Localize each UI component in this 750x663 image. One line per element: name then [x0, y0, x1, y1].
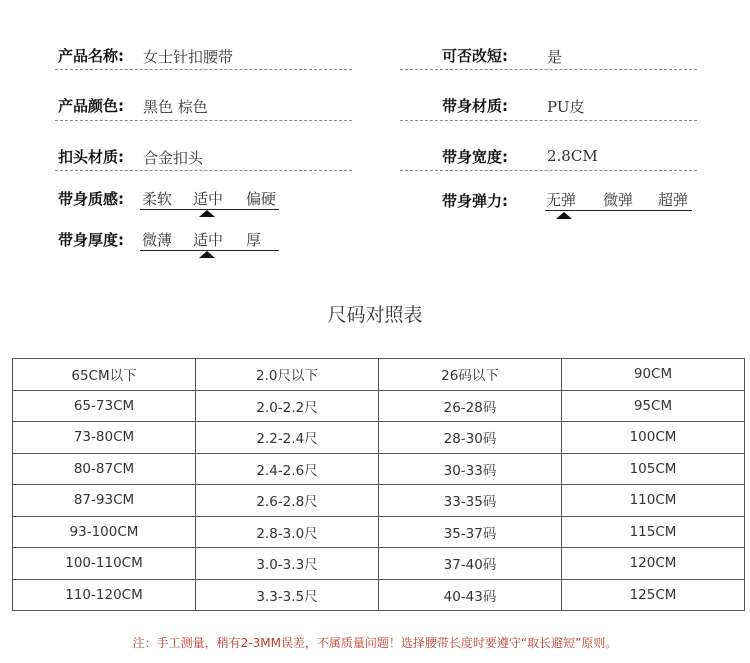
thickness-selected-marker — [199, 251, 215, 258]
table-cell: 2.0尺以下 — [196, 359, 379, 391]
elasticity-option-none: 无弹 — [546, 191, 577, 209]
table-row — [13, 485, 745, 517]
divider — [400, 170, 697, 171]
elasticity-selected-marker — [556, 212, 572, 219]
texture-label: 带身质感: — [58, 190, 124, 208]
table-cell: 40-43码 — [379, 579, 562, 611]
shortenable-label: 可否改短: — [442, 47, 508, 65]
thickness-label: 带身厚度: — [58, 231, 124, 249]
table-cell: 100CM — [562, 422, 745, 454]
elasticity-scale-line — [545, 210, 692, 211]
texture-option-medium: 适中 — [193, 190, 224, 208]
table-cell: 110CM — [562, 485, 745, 517]
table-cell: 2.6-2.8尺 — [196, 485, 379, 517]
table-cell: 93-100CM — [13, 516, 196, 548]
table-cell: 105CM — [562, 453, 745, 485]
thickness-option-thick: 厚 — [246, 231, 262, 249]
table-cell: 120CM — [562, 548, 745, 580]
table-cell: 2.2-2.4尺 — [196, 422, 379, 454]
table-cell: 30-33码 — [379, 453, 562, 485]
strap-material-value: PU皮 — [547, 98, 585, 116]
table-cell: 80-87CM — [13, 453, 196, 485]
strap-width-label: 带身宽度: — [442, 148, 508, 166]
table-cell: 2.0-2.2尺 — [196, 390, 379, 422]
table-row — [13, 453, 745, 485]
product-name-value: 女士针扣腰带 — [143, 48, 234, 66]
divider — [400, 69, 697, 70]
product-name-label: 产品名称: — [58, 47, 124, 65]
table-cell: 100-110CM — [13, 548, 196, 580]
table-row — [13, 548, 745, 580]
table-row — [13, 422, 745, 454]
color-label: 产品颜色: — [58, 97, 124, 115]
table-cell: 2.4-2.6尺 — [196, 453, 379, 485]
elasticity-option-slight: 微弹 — [603, 191, 634, 209]
table-cell: 65-73CM — [13, 390, 196, 422]
shortenable-value: 是 — [547, 48, 563, 66]
table-cell: 28-30码 — [379, 422, 562, 454]
divider — [400, 120, 697, 121]
table-row — [13, 359, 745, 391]
thickness-option-medium: 适中 — [193, 231, 224, 249]
table-cell: 115CM — [562, 516, 745, 548]
size-table — [12, 358, 745, 611]
texture-option-soft: 柔软 — [142, 190, 173, 208]
table-row — [13, 579, 745, 611]
table-cell: 73-80CM — [13, 422, 196, 454]
strap-material-label: 带身材质: — [442, 97, 508, 115]
size-table-title: 尺码对照表 — [327, 304, 423, 326]
table-row — [13, 516, 745, 548]
table-cell: 26码以下 — [379, 359, 562, 391]
table-cell: 35-37码 — [379, 516, 562, 548]
table-cell: 90CM — [562, 359, 745, 391]
divider — [55, 120, 352, 121]
thickness-option-thin: 微薄 — [142, 231, 173, 249]
buckle-material-value: 合金扣头 — [143, 149, 204, 167]
elasticity-label: 带身弹力: — [442, 192, 508, 210]
table-cell: 37-40码 — [379, 548, 562, 580]
color-value: 黑色 棕色 — [143, 98, 208, 116]
buckle-material-label: 扣头材质: — [58, 148, 124, 166]
table-row — [13, 390, 745, 422]
strap-width-value: 2.8CM — [547, 147, 598, 165]
measurement-note: 注：手工测量，稍有2-3MM误差，不属质量问题！选择腰带长度时要遵守“取长避短”原则。 — [132, 636, 618, 650]
table-cell: 95CM — [562, 390, 745, 422]
table-cell: 125CM — [562, 579, 745, 611]
table-cell: 87-93CM — [13, 485, 196, 517]
table-cell: 110-120CM — [13, 579, 196, 611]
table-cell: 2.8-3.0尺 — [196, 516, 379, 548]
table-cell: 33-35码 — [379, 485, 562, 517]
table-cell: 3.0-3.3尺 — [196, 548, 379, 580]
table-cell: 26-28码 — [379, 390, 562, 422]
texture-selected-marker — [199, 210, 215, 217]
divider — [55, 170, 352, 171]
table-cell: 65CM以下 — [13, 359, 196, 391]
elasticity-option-super: 超弹 — [658, 191, 689, 209]
table-cell: 3.3-3.5尺 — [196, 579, 379, 611]
texture-option-hard: 偏硬 — [246, 190, 277, 208]
divider — [55, 69, 352, 70]
